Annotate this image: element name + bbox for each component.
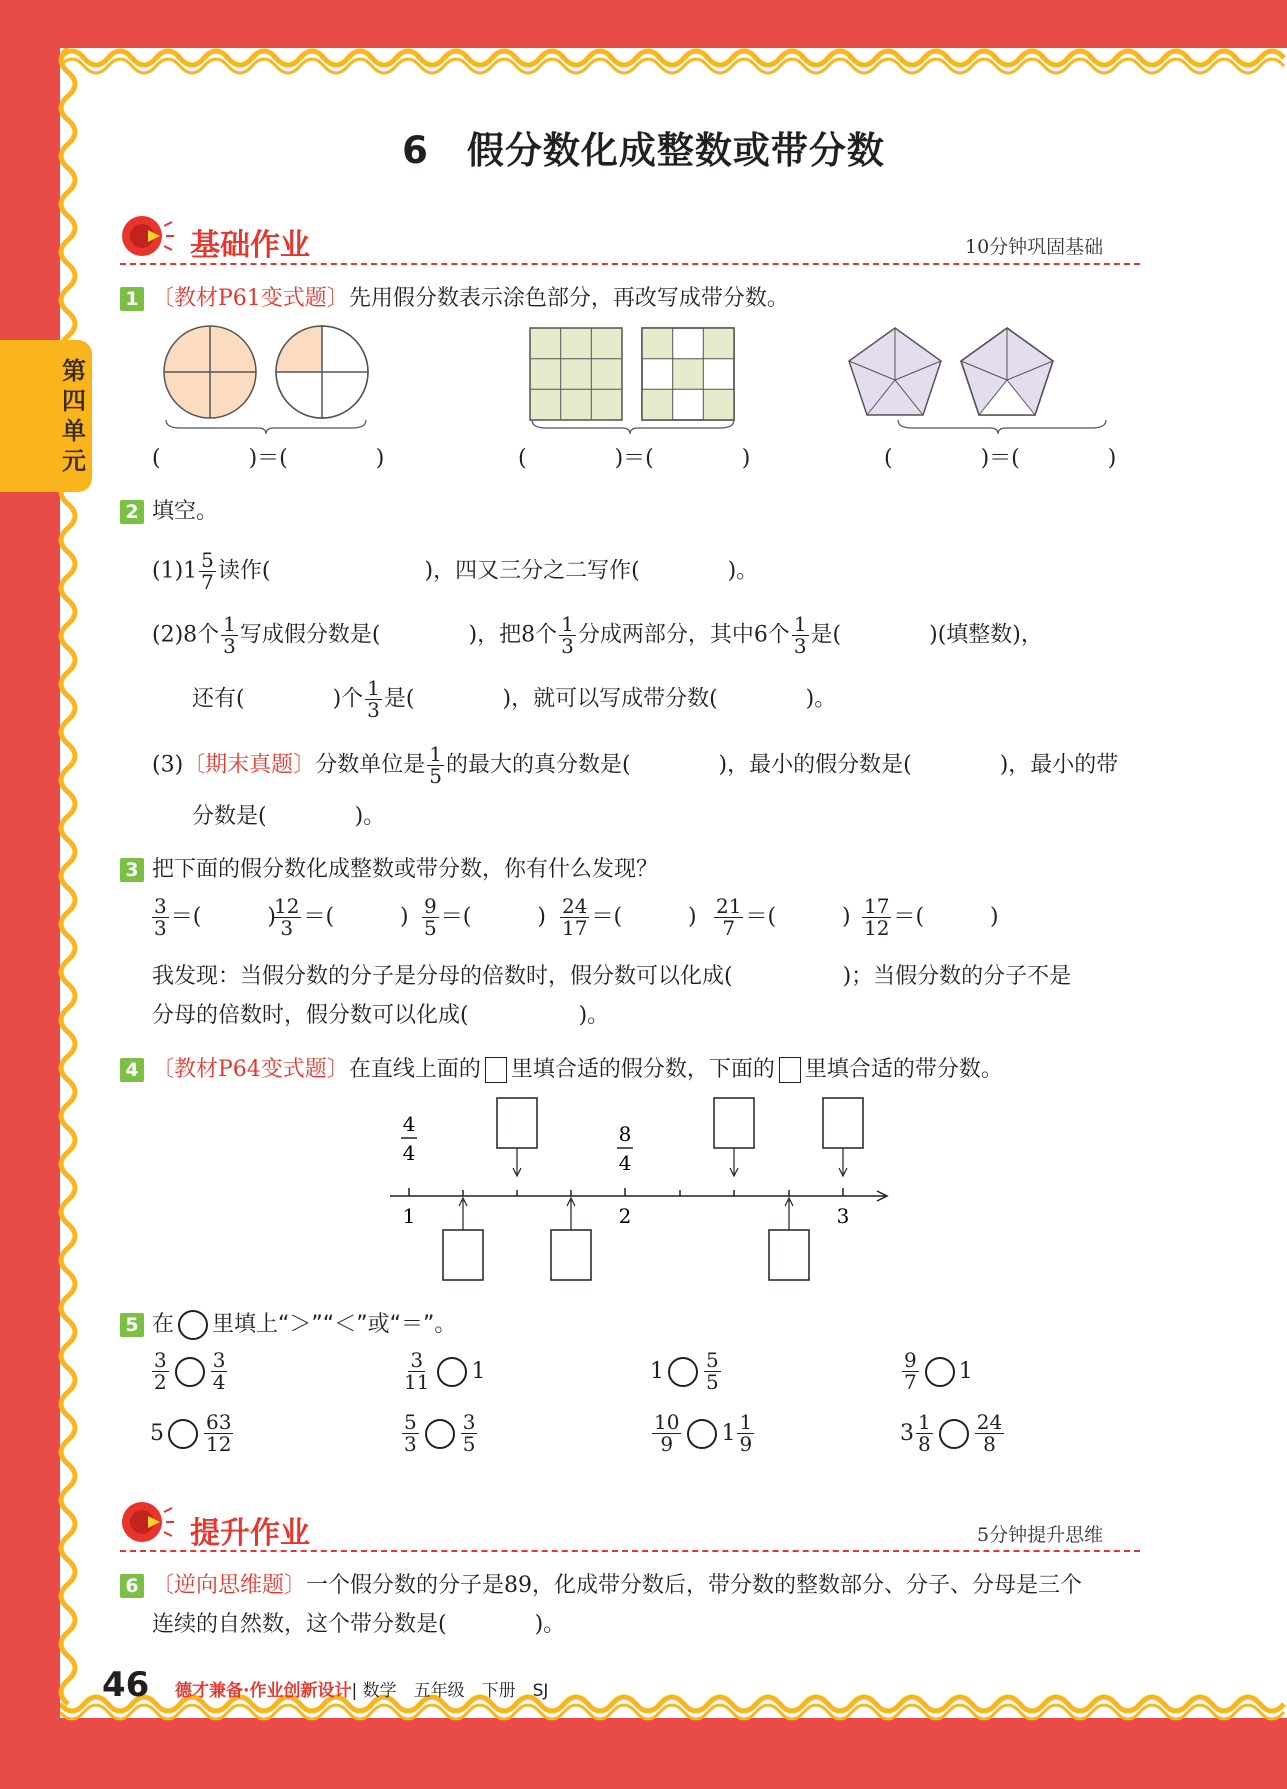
grid-figure-2 [642, 328, 734, 420]
question-number: 2 [120, 500, 144, 524]
comparison-item [150, 1412, 235, 1455]
q3-item[interactable] [420, 896, 546, 939]
fraction: $\frac{5}{5}$ [706, 1348, 719, 1394]
fraction: $\frac{12}{3}$ [274, 894, 300, 940]
question-text-line2: 连续的自然数，这个带分数是( )。 [152, 1612, 566, 1637]
q1-answer-grids[interactable]: ( )＝( ) [518, 446, 751, 471]
number-line [380, 1090, 900, 1290]
compare-circle-input[interactable] [939, 1419, 969, 1449]
q2-part1: (1)1 $\frac{5}{7}$ 读作( )，四又三分之二写作( )。 [152, 548, 759, 594]
section-divider [120, 263, 1140, 265]
number: 1 [650, 1359, 664, 1384]
q3-fraction-row [150, 896, 1130, 952]
answer-box-top [497, 1098, 537, 1148]
fraction: $\frac{63}{12}$ [206, 1410, 232, 1456]
number-line-tick-label: 2 [618, 1204, 632, 1228]
fraction: $\frac{10}{9}$ [654, 1410, 680, 1456]
q3-item[interactable] [712, 896, 851, 939]
question-number: 1 [120, 287, 144, 311]
answer-blank: ＝( ) [745, 904, 851, 930]
fraction: $\frac{1}{9}$ [739, 1410, 753, 1456]
question-text: 填空。 [152, 499, 219, 524]
q3-item[interactable] [860, 896, 999, 939]
compare-circle-input[interactable] [437, 1357, 467, 1387]
answer-blank: ＝( ) [591, 904, 697, 930]
fraction: $\frac{3}{3}$ [154, 894, 167, 940]
whole-number: 3 [900, 1421, 914, 1446]
q5-comparison-grid [150, 1350, 1110, 1480]
question-number: 4 [120, 1058, 144, 1082]
answer-box-bottom [443, 1230, 483, 1280]
compare-circle-input[interactable] [175, 1357, 205, 1387]
number: 5 [150, 1421, 164, 1446]
pentagon-figure-1 [849, 328, 941, 415]
compare-circle-input[interactable] [668, 1357, 698, 1387]
wave-border-top [60, 38, 1287, 78]
fraction: $\frac{3}{5}$ [462, 1410, 476, 1456]
circle-figure-2 [276, 326, 368, 418]
question-tag: 〔教材P64变式题〕 [152, 1057, 349, 1082]
fraction: $\frac{3}{2}$ [154, 1348, 167, 1394]
q1-answer-pentagons[interactable]: ( )＝( ) [884, 446, 1117, 471]
comparison-item [650, 1412, 756, 1455]
comparison-item [650, 1350, 723, 1393]
fraction: $\frac{9}{5}$ [424, 894, 437, 940]
wave-border-left [48, 48, 88, 1718]
page-number: 46 [102, 1665, 150, 1705]
number-line-tick-label: 3 [836, 1204, 850, 1228]
q2-part2-line2: 还有( )个 $\frac{1}{3}$ 是( )，就可以写成带分数( )。 [192, 676, 837, 722]
grid-figure-1 [530, 328, 622, 420]
compare-circle-input[interactable] [425, 1419, 455, 1449]
number-line-label-above: 4 [402, 1141, 416, 1165]
q2-part3-line1: (3)〔期末真题〕分数单位是 $\frac{1}{5}$ 的最大的真分数是( )，最小的假分数是( )，最小的带 [152, 742, 1119, 788]
question-text: 一个假分数的分子是89，化成带分数后，带分数的整数部分、分子、分母是三个 [306, 1573, 1083, 1598]
question-text: 把下面的假分数化成整数或带分数，你有什么发现？ [152, 857, 659, 882]
comparison-item [900, 1350, 973, 1393]
fraction: $\frac{3}{11}$ [404, 1348, 430, 1394]
number: 1 [471, 1359, 486, 1384]
answer-box-top [823, 1098, 863, 1148]
answer-blank: ＝( ) [303, 904, 409, 930]
worksheet-page: 第四单元 6 假分数化成整数或带分数 基础作业 10分钟巩固基础 1 〔教材P61变式题〕先用假分数表示涂色部分，再改写成带分数。 ( )＝( ) ( )＝( ) ( )＝( ) 2 填空。 (1)1 $\frac{5}{7}$ 读作( )，四又三分之二写作( )。 (2)8个 $\frac{1}{3}$ 写成假分数是( )，把8个 $\frac{1}{3}$ 分成两部分，其中6个 $\frac{1}{3}$ 是( )(填整数)， 还有( )个 $\frac{1}{3}$ 是( )，就可以写成带分数( )。 (3)〔期末真题〕分数单位是 $\frac{1}{5}$ 的最大的真分数是( )，最小的假分数是( )，最小的带 分数是( )。 3 把下面的假分数化成整数或带分数，你有什么发现？ $\frac{3}{3}$ ＝( ) $\frac{12}{3}$ ＝( ) $\frac{9}{5}$ ＝( ) $\frac{24}{17}$ ＝( ) $\frac{21}{7}$ ＝( ) $\frac{17}{12}$ ＝( ) 我发现：当假分数的分子是分母的倍数时，假分数可以化成( )；当假分数的分子不是 分母的倍数时，假分数可以化成( )。 4 〔教材P64变式题〕在直线上面的 里填合适的假分数，下面的 里填合适的带分数。 4 4 8 4 1 2 3 5 在 里填上“＞”“＜”或“＝”。 $\frac{3}{2}$ $\frac{3}{4}$ $\frac{3}{11}$ 1 1 $\frac{5}{5}$ $\frac{9}{7}$ 1 5 $\frac{63}{12}$ $\frac{5}{3}$ $\frac{3}{5}$ $\frac{10}{9}$ 1 $\frac{1}{9}$ 3 $\frac{1}{8}$ $\frac{24}{8}$ 提升作业 5分钟提升思维 6 〔逆向思维题〕一个假分数的分子是89，化成带分数后，带分数的整数部分、分子、分母是三个 连续的自然数，这个带分数是( )。 46 德才兼备·作业创新设计| 数学 五年级 下册 SJ [0, 0, 1287, 1789]
whole-number: 1 [721, 1421, 736, 1446]
unit-tab-label: 第四单元 [62, 357, 86, 475]
q2-part2-line1: (2)8个 $\frac{1}{3}$ 写成假分数是( )，把8个 $\frac{1}{3}$ 分成两部分，其中6个 $\frac{1}{3}$ 是( )(填整数)， [152, 612, 1043, 658]
question-number: 5 [120, 1313, 144, 1337]
fraction: $\frac{1}{8}$ [918, 1410, 931, 1456]
page-title: 6 假分数化成整数或带分数 [402, 129, 885, 172]
q3-finding-line2: 分母的倍数时，假分数可以化成( )。 [152, 1003, 610, 1028]
fraction: $\frac{9}{7}$ [904, 1348, 917, 1394]
answer-box-bottom [551, 1230, 591, 1280]
fraction: $\frac{5}{3}$ [404, 1410, 417, 1456]
pentagon-figure-2 [961, 328, 1053, 415]
q3-item[interactable] [270, 896, 409, 939]
question-tag: 〔逆向思维题〕 [152, 1573, 307, 1598]
lamp-icon [116, 208, 176, 262]
section-note-basic: 10分钟巩固基础 [965, 236, 1104, 258]
answer-blank: ＝( ) [170, 904, 276, 930]
section-title-advanced: 提升作业 [190, 1516, 310, 1551]
q3-item[interactable] [558, 896, 697, 939]
answer-box-top [714, 1098, 754, 1148]
comparison-item [400, 1412, 479, 1455]
section-title-basic: 基础作业 [190, 228, 310, 263]
question-text: 先用假分数表示涂色部分，再改写成带分数。 [348, 286, 789, 311]
q1-answer-circles[interactable]: ( )＝( ) [152, 446, 385, 471]
section-divider [120, 1550, 1140, 1552]
question-number: 3 [120, 858, 144, 882]
question-number: 6 [120, 1574, 144, 1598]
compare-circle-input[interactable] [925, 1357, 955, 1387]
number-line-label-above: 4 [402, 1112, 416, 1136]
question-tag: 〔教材P61变式题〕 [152, 286, 349, 311]
q3-finding-line1: 我发现：当假分数的分子是分母的倍数时，假分数可以化成( )；当假分数的分子不是 [152, 964, 1072, 989]
lamp-icon [116, 1494, 176, 1548]
q2-part3-line2: 分数是( )。 [192, 804, 386, 829]
answer-box-icon [779, 1057, 801, 1083]
footer-text: 德才兼备·作业创新设计| 数学 五年级 下册 SJ [175, 1681, 549, 1701]
circle-figure-1 [164, 326, 256, 418]
compare-circle-input[interactable] [168, 1419, 198, 1449]
number-line-tick-label: 1 [402, 1204, 416, 1228]
comparison-item [400, 1350, 485, 1393]
answer-blank: ＝( ) [440, 904, 546, 930]
compare-circle-input[interactable] [687, 1419, 717, 1449]
fraction: $\frac{17}{12}$ [864, 894, 890, 940]
number-line-label-above: 4 [618, 1151, 632, 1175]
comparison-item [150, 1350, 229, 1393]
number: 1 [958, 1359, 973, 1384]
comparison-item [900, 1412, 1006, 1455]
answer-box-icon [485, 1057, 507, 1083]
section-note-advanced: 5分钟提升思维 [977, 1524, 1104, 1546]
answer-box-bottom [769, 1230, 809, 1280]
fraction: $\frac{24}{17}$ [562, 894, 588, 940]
fraction: $\frac{21}{7}$ [716, 894, 742, 940]
number-line-label-above: 8 [618, 1122, 632, 1146]
q3-item[interactable] [150, 896, 276, 939]
fraction: $\frac{3}{4}$ [212, 1348, 226, 1394]
answer-blank: ＝( ) [893, 904, 999, 930]
fraction: $\frac{24}{8}$ [976, 1410, 1003, 1456]
compare-circle-icon [178, 1310, 208, 1340]
